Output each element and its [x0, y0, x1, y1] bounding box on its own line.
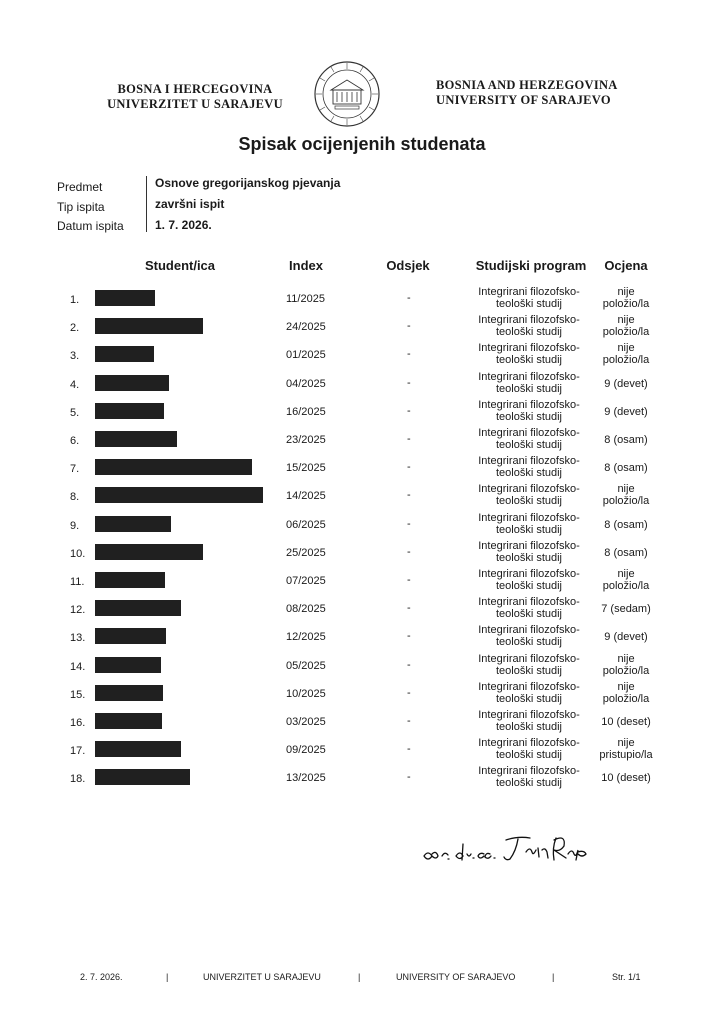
row-grade-line1: nije [617, 314, 635, 327]
table-row [60, 651, 660, 679]
row-program-line1: Integrirani filozofsko- [478, 483, 580, 496]
row-program-line2: teološki studij [495, 410, 563, 423]
row-program-line1: Integrirani filozofsko- [478, 596, 580, 609]
predmet-label: Predmet [57, 180, 103, 194]
row-index: 23/2025 [286, 434, 326, 446]
row-grade-line2: položio/la [602, 326, 650, 339]
row-grade-line1: 10 (deset) [601, 772, 651, 785]
row-odsjek: - [407, 545, 411, 558]
row-program-line2: teološki studij [495, 354, 563, 367]
redacted-student-name [95, 628, 166, 644]
row-grade-line1: 9 (devet) [604, 377, 648, 390]
row-grade-line1: 8 (osam) [604, 434, 648, 446]
redacted-student-name [95, 713, 162, 729]
row-program-line1: Integrirani filozofsko- [478, 370, 580, 383]
header-ocjena: Ocjena [604, 258, 648, 273]
row-program [470, 596, 588, 620]
row-program-line1: Integrirani filozofsko- [478, 765, 580, 778]
tip-ispita-value: završni ispit [155, 197, 225, 211]
row-grade [594, 286, 658, 310]
row-program-line2: teološki studij [495, 749, 563, 762]
row-grade [594, 603, 658, 615]
row-program [470, 371, 588, 395]
row-odsjek: - [407, 320, 411, 333]
row-number: 3. [70, 350, 80, 363]
redacted-student-name [95, 769, 190, 785]
row-program-line2: teološki studij [495, 523, 563, 536]
row-program-line1: Integrirani filozofsko- [478, 680, 580, 693]
table-row [60, 369, 660, 397]
table-row [60, 481, 660, 509]
row-index: 24/2025 [286, 321, 326, 334]
row-index: 10/2025 [286, 687, 326, 700]
redacted-student-name [95, 403, 164, 419]
row-program [470, 737, 588, 761]
row-odsjek: - [407, 461, 411, 474]
table-row [60, 538, 660, 566]
footer-separator-1: | [166, 972, 169, 982]
row-program [470, 681, 588, 705]
row-odsjek: - [407, 517, 411, 530]
header-right-line1: BOSNIA AND HERZEGOVINA [436, 78, 618, 92]
datum-ispita-value: 1. 7. 2026. [155, 218, 212, 232]
footer-university-en: UNIVERSITY OF SARAJEVO [396, 972, 516, 982]
header-left-line1: BOSNA I HERCEGOVINA [117, 82, 273, 96]
row-grade-line1: 7 (sedam) [601, 603, 651, 616]
row-index: 08/2025 [286, 603, 326, 616]
row-program-line1: Integrirani filozofsko- [478, 398, 580, 411]
row-program-line2: teološki studij [495, 636, 563, 649]
table-row [60, 679, 660, 707]
row-grade-line2: položio/la [602, 580, 650, 592]
footer-separator-3: | [552, 972, 555, 982]
row-grade-line1: 10 (deset) [601, 716, 651, 728]
row-odsjek: - [407, 404, 411, 417]
row-program-line1: Integrirani filozofsko- [478, 568, 580, 580]
row-program-line2: teološki studij [495, 692, 563, 705]
row-grade-line1: 9 (devet) [604, 405, 648, 418]
row-number: 1. [70, 294, 80, 306]
row-grade-line1: nije [617, 737, 635, 750]
row-grade [594, 406, 658, 418]
footer-page-number: Str. 1/1 [612, 972, 641, 982]
row-index: 05/2025 [286, 659, 326, 672]
row-grade-line1: 8 (osam) [604, 462, 648, 475]
row-program-line1: Integrirani filozofsko- [478, 286, 580, 298]
row-program-line2: teološki studij [495, 495, 563, 508]
row-odsjek: - [407, 630, 411, 643]
row-program [470, 342, 588, 366]
footer-university-bs: UNIVERZITET U SARAJEVU [203, 972, 321, 982]
row-grade-line1: 8 (osam) [604, 546, 648, 559]
row-program-line1: Integrirani filozofsko- [478, 342, 580, 355]
row-number: 7. [70, 463, 80, 476]
row-grade [594, 519, 658, 531]
table-row [60, 622, 660, 650]
row-odsjek: - [407, 433, 411, 445]
row-number: 12. [70, 604, 86, 617]
row-grade-line1: nije [617, 652, 635, 665]
row-index: 25/2025 [286, 546, 326, 559]
row-odsjek: - [407, 658, 411, 671]
row-index: 07/2025 [286, 575, 326, 587]
row-program-line1: Integrirani filozofsko- [478, 511, 580, 524]
row-program-line2: teološki studij [495, 439, 563, 451]
row-grade-line1: nije [617, 342, 635, 355]
handwritten-signature-icon [418, 826, 588, 870]
row-program [470, 399, 588, 423]
redacted-student-name [95, 431, 177, 447]
row-number: 15. [70, 688, 86, 701]
row-grade-line1: nije [617, 286, 635, 298]
row-odsjek: - [407, 348, 411, 361]
row-grade [594, 631, 658, 643]
table-row [60, 707, 660, 735]
row-program-line1: Integrirani filozofsko- [478, 314, 580, 327]
row-index: 03/2025 [286, 716, 326, 728]
row-program-line1: Integrirani filozofsko- [478, 737, 580, 750]
row-index: 04/2025 [286, 377, 326, 390]
row-odsjek: - [407, 771, 411, 784]
row-index: 13/2025 [286, 772, 326, 785]
row-odsjek: - [407, 602, 411, 615]
redacted-student-name [95, 318, 203, 334]
table-row [60, 566, 660, 594]
redacted-student-name [95, 346, 154, 362]
table-row [60, 735, 660, 763]
row-grade [594, 314, 658, 338]
header-right [436, 78, 636, 108]
row-grade [594, 342, 658, 366]
row-grade [594, 681, 658, 705]
table-row [60, 312, 660, 340]
header-left [100, 82, 290, 112]
row-number: 13. [70, 632, 86, 645]
row-index: 01/2025 [286, 349, 326, 362]
row-index: 11/2025 [286, 293, 325, 305]
header-right-line2: UNIVERSITY OF SARAJEVO [436, 93, 611, 107]
row-grade-line1: nije [617, 568, 635, 580]
row-grade-line2: pristupio/la [599, 749, 653, 762]
header-index: Index [289, 258, 323, 273]
redacted-student-name [95, 741, 181, 757]
redacted-student-name [95, 685, 163, 701]
row-number: 8. [70, 491, 80, 504]
row-program-line1: Integrirani filozofsko- [478, 624, 580, 637]
table-row [60, 510, 660, 538]
row-odsjek: - [407, 376, 411, 389]
row-program-line1: Integrirani filozofsko- [478, 427, 580, 439]
row-number: 18. [70, 773, 86, 786]
row-grade-line2: položio/la [602, 495, 650, 508]
tip-ispita-label: Tip ispita [57, 200, 105, 214]
redacted-student-name [95, 544, 203, 560]
row-grade-line2: položio/la [602, 664, 650, 677]
footer-date: 2. 7. 2026. [80, 972, 123, 982]
predmet-value: Osnove gregorijanskog pjevanja [155, 176, 341, 190]
row-program-line2: teološki studij [495, 608, 563, 621]
row-program [470, 568, 588, 592]
row-grade-line2: položio/la [602, 354, 650, 367]
row-program [470, 765, 588, 789]
row-program [470, 653, 588, 677]
row-number: 17. [70, 745, 86, 758]
row-program-line1: Integrirani filozofsko- [478, 455, 580, 468]
row-index: 16/2025 [286, 405, 326, 418]
table-row [60, 397, 660, 425]
row-grade-line2: položio/la [602, 298, 650, 310]
row-grade [594, 378, 658, 390]
row-grade-line1: nije [617, 680, 635, 693]
row-program-line2: teološki studij [495, 382, 563, 395]
row-program [470, 624, 588, 648]
row-program-line1: Integrirani filozofsko- [478, 709, 580, 721]
row-grade [594, 434, 658, 446]
row-odsjek: - [407, 574, 411, 586]
table-row [60, 284, 660, 312]
table-row [60, 594, 660, 622]
row-number: 16. [70, 717, 86, 729]
row-grade-line1: 8 (osam) [604, 518, 648, 531]
redacted-student-name [95, 375, 169, 391]
table-row [60, 425, 660, 453]
row-odsjek: - [407, 489, 411, 502]
row-program-line2: teološki studij [495, 721, 563, 733]
row-number: 6. [70, 435, 80, 447]
row-number: 2. [70, 322, 80, 335]
row-program [470, 427, 588, 451]
row-index: 06/2025 [286, 518, 326, 531]
row-odsjek: - [407, 715, 411, 727]
row-program-line2: teološki studij [495, 298, 563, 310]
row-program [470, 286, 588, 310]
row-grade-line1: nije [617, 483, 635, 496]
row-number: 10. [70, 547, 86, 560]
redacted-student-name [95, 487, 263, 503]
row-index: 15/2025 [286, 462, 326, 475]
redacted-student-name [95, 516, 171, 532]
row-number: 4. [70, 378, 80, 391]
redacted-student-name [95, 572, 165, 588]
footer-separator-2: | [358, 972, 361, 982]
row-odsjek: - [407, 686, 411, 699]
redacted-student-name [95, 459, 252, 475]
row-grade [594, 483, 658, 507]
row-program [470, 512, 588, 536]
row-program-line2: teološki studij [495, 467, 563, 480]
row-program-line2: teološki studij [495, 580, 563, 592]
header-odsjek: Odsjek [386, 258, 430, 273]
row-odsjek: - [407, 743, 411, 756]
row-grade-line1: 9 (devet) [604, 631, 648, 644]
row-program-line1: Integrirani filozofsko- [478, 652, 580, 665]
redacted-student-name [95, 657, 161, 673]
row-grade-line2: položio/la [602, 692, 650, 705]
row-program-line1: Integrirani filozofsko- [478, 539, 580, 552]
row-grade [594, 653, 658, 677]
table-row [60, 340, 660, 368]
row-program [470, 483, 588, 507]
row-odsjek: - [407, 292, 411, 304]
row-program-line2: teološki studij [495, 664, 563, 677]
row-program [470, 709, 588, 733]
row-number: 14. [70, 660, 86, 673]
row-program [470, 540, 588, 564]
datum-ispita-label: Datum ispita [57, 219, 124, 233]
row-program-line2: teološki studij [495, 551, 563, 564]
row-program-line2: teološki studij [495, 326, 563, 339]
header-student: Student/ica [144, 258, 216, 273]
table-row [60, 453, 660, 481]
page-title: Spisak ocijenjenih studenata [238, 134, 486, 154]
redacted-student-name [95, 290, 155, 306]
row-grade [594, 716, 658, 728]
row-index: 12/2025 [286, 631, 326, 644]
redacted-student-name [95, 600, 181, 616]
meta-divider [146, 176, 147, 232]
row-grade [594, 547, 658, 559]
header-program: Studijski program [475, 258, 587, 273]
row-number: 5. [70, 406, 80, 419]
table-row [60, 763, 660, 791]
row-program-line2: teološki studij [495, 777, 563, 790]
row-grade [594, 737, 658, 761]
row-index: 14/2025 [286, 490, 326, 503]
row-grade [594, 462, 658, 474]
header-left-line2: UNIVERZITET U SARAJEVU [107, 97, 283, 111]
row-index: 09/2025 [286, 744, 326, 757]
row-grade [594, 568, 658, 592]
row-program [470, 314, 588, 338]
university-seal-icon [313, 60, 381, 128]
row-number: 11. [70, 576, 85, 588]
row-program [470, 455, 588, 479]
row-number: 9. [70, 519, 80, 532]
row-grade [594, 772, 658, 784]
